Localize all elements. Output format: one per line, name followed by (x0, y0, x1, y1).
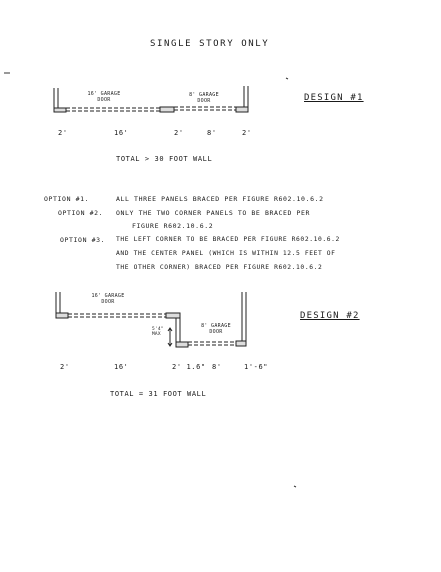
design2-label: DESIGN #2 (300, 311, 360, 321)
option-text: ALL THREE PANELS BRACED PER FIGURE R602.10.6.2 (116, 195, 324, 203)
option-label: OPTION #3. (60, 236, 106, 244)
design1-dimension: 2' (242, 129, 252, 137)
design2-dimension: 16' (114, 363, 129, 371)
design2-total: TOTAL = 31 FOOT WALL (110, 390, 207, 398)
design2-dimension: 2' (60, 363, 70, 371)
design1-dimension: 16' (114, 129, 129, 137)
option-text: THE OTHER CORNER) BRACED PER FIGURE R602.10.6.2 (116, 264, 323, 271)
option-text: THE LEFT CORNER TO BE BRACED PER FIGURE R602.10.6.2 (116, 236, 340, 243)
design2-garage-door-8-label: 8' GARAGE DOOR (201, 323, 231, 335)
option-text: FIGURE R602.10.6.2 (132, 222, 214, 230)
margin-marks (4, 73, 296, 487)
design2-dimension: 2' 1.6" (172, 363, 206, 371)
option-label: OPTION #1. (44, 195, 90, 203)
design2-garage-door-16-label: 16' GARAGE DOOR (91, 293, 125, 305)
design1-total: TOTAL > 30 FOOT WALL (116, 155, 213, 163)
design2-dimension: 1'-6" (244, 363, 269, 371)
page-title: SINGLE STORY ONLY (150, 39, 270, 49)
option-text: AND THE CENTER PANEL (WHICH IS WITHIN 12.5 FEET OF (116, 250, 336, 257)
option-text: ONLY THE TWO CORNER PANELS TO BE BRACED PER (116, 209, 311, 217)
option-label: OPTION #2. (58, 209, 104, 217)
design1-dimension: 2' (174, 129, 184, 137)
design1-dimension: 2' (58, 129, 68, 137)
design1-garage-door-8-label: 8' GARAGE DOOR (189, 92, 219, 104)
design1-label: DESIGN #1 (304, 93, 364, 103)
design1-dimension: 8' (207, 129, 217, 137)
design1-garage-door-16-label: 16' GARAGE DOOR (87, 91, 121, 103)
design2-offset-note: 5'4" MAX (152, 327, 164, 337)
design2-dimension: 8' (212, 363, 222, 371)
design2-wall-plan (56, 292, 246, 347)
